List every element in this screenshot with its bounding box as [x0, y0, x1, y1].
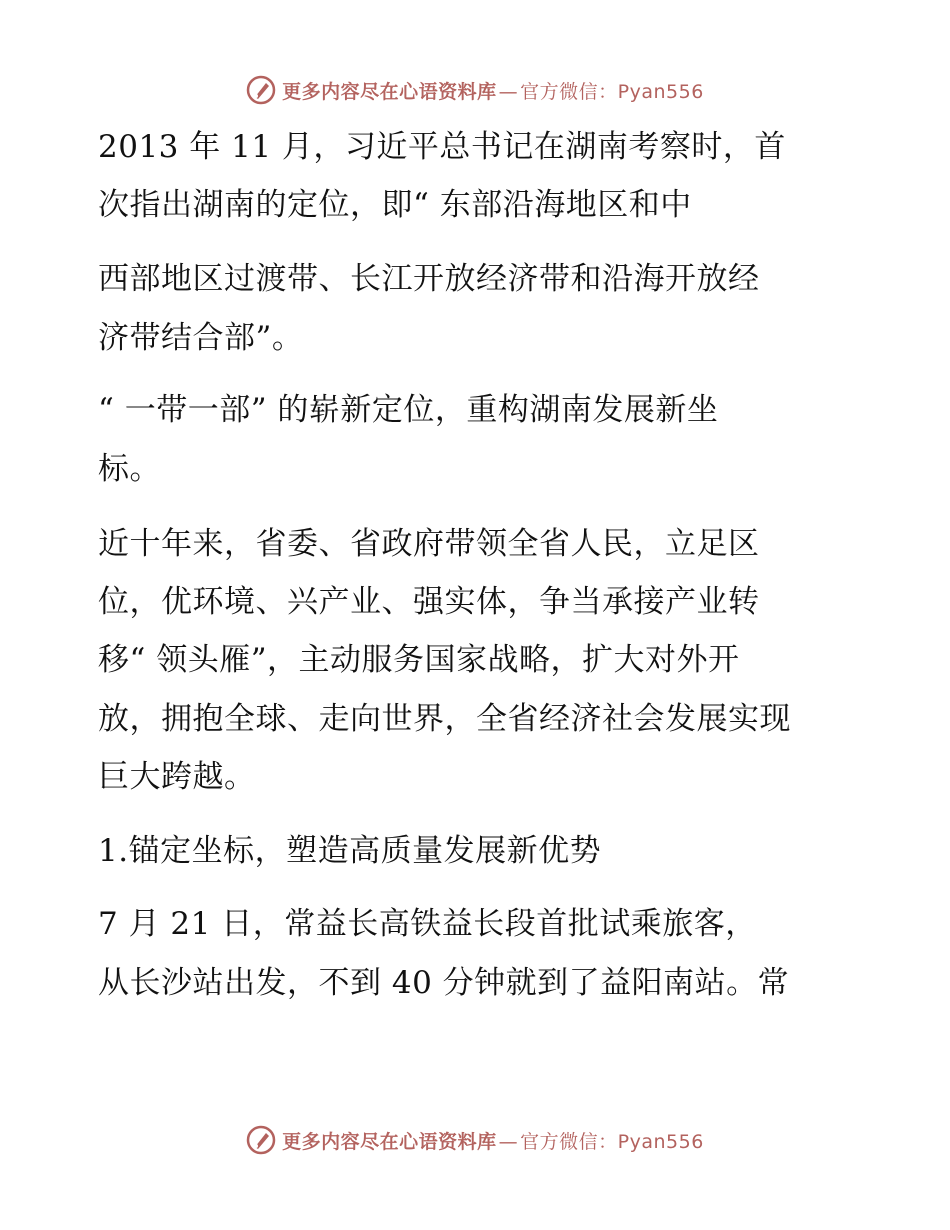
text-line: 次指出湖南的定位，即“ 东部沿海地区和中 — [98, 187, 692, 223]
watermark-separator: — — [498, 80, 519, 103]
section-heading: 1.锚定坐标，塑造高质量发展新优势 — [98, 833, 602, 869]
text-line: 从长沙站出发，不到 40 分钟就到了益阳南站。常 — [98, 965, 790, 1001]
text-line: 近十年来，省委、省政府带领全省人民，立足区 — [98, 526, 760, 562]
text-line: “ 一带一部” 的崭新定位，重构湖南发展新坐 — [98, 392, 719, 428]
text-line: 7 月 21 日，常益长高铁益长段首批试乘旅客， — [98, 906, 757, 942]
text-line: 巨大跨越。 — [98, 759, 256, 795]
text-line: 标。 — [98, 451, 161, 487]
watermark-text — [282, 77, 704, 104]
pen-logo-icon — [246, 1125, 276, 1155]
watermark-brand: 更多内容尽在心语资料库 — [282, 1130, 497, 1153]
watermark-footer — [0, 1120, 950, 1160]
pen-logo-icon — [246, 75, 276, 105]
watermark-text — [282, 1127, 704, 1154]
watermark-brand: 更多内容尽在心语资料库 — [282, 80, 497, 103]
watermark-separator: — — [498, 1130, 519, 1153]
text-line: 位，优环境、兴产业、强实体，争当承接产业转 — [98, 584, 760, 620]
text-line: 放，拥抱全球、走向世界，全省经济社会发展实现 — [98, 701, 791, 737]
watermark-header — [0, 70, 950, 110]
text-line: 西部地区过渡带、长江开放经济带和沿海开放经 — [98, 261, 760, 297]
watermark-wechat: 官方微信：Pyan556 — [520, 80, 704, 103]
text-line: 移“ 领头雁”，主动服务国家战略，扩大对外开 — [98, 642, 740, 678]
text-line: 济带结合部”。 — [98, 320, 304, 356]
watermark-wechat: 官方微信：Pyan556 — [520, 1130, 704, 1153]
text-line: 2013 年 11 月，习近平总书记在湖南考察时，首 — [98, 129, 786, 165]
